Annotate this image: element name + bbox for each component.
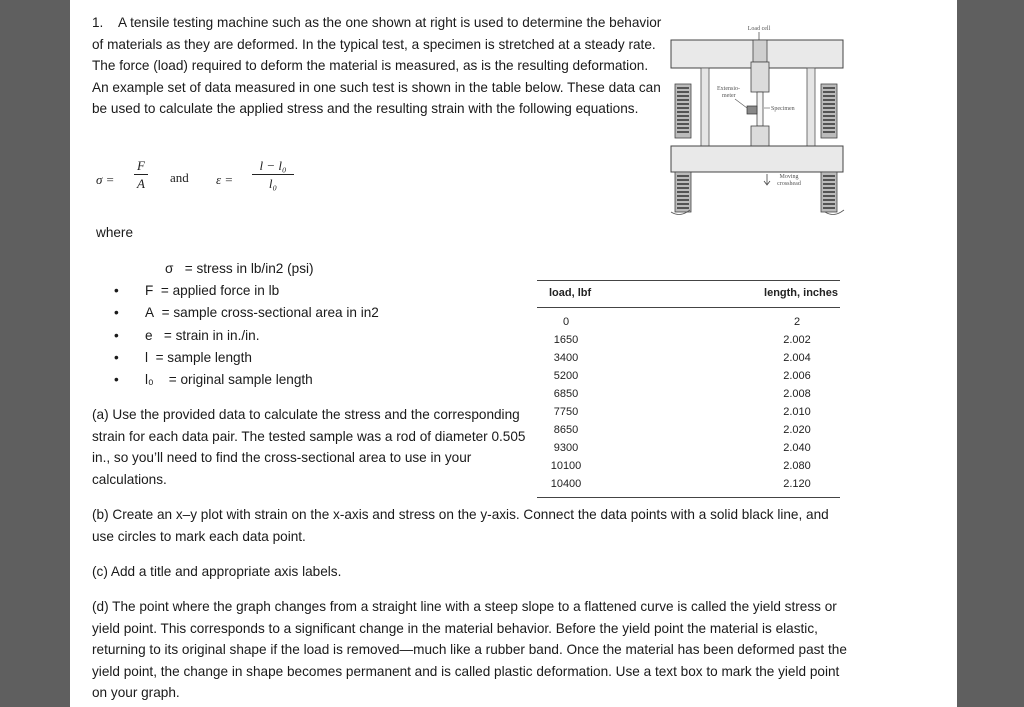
definition-item: [114, 280, 514, 302]
definition-symbol: e: [145, 327, 153, 343]
question-text: A tensile testing machine such as the one shown at right is used to determine the behavior of materials as they are deformed. In the typical test, a specimen is stretched at a steady rate. The force (load) required to deform the material is measured, as is the resulting deformation. An example set of data measured in one such test is shown in the table below. These data can be used to calculate the applied stress and the resulting strain with the following equations.: [92, 15, 662, 116]
left-column: [701, 68, 709, 146]
load-cell: 8650: [553, 424, 579, 436]
definition-body: [145, 369, 313, 391]
definition-body: [145, 347, 252, 369]
label-crosshead: crosshead: [777, 181, 801, 187]
definition-text: = strain in in./in.: [163, 327, 260, 343]
stress-fraction: [134, 158, 148, 191]
load-cell: 10100: [550, 460, 582, 472]
stress-denominator: A: [137, 176, 145, 191]
label-specimen: Specimen: [771, 106, 795, 112]
bullet: •: [114, 283, 119, 299]
definition-text: = original sample length: [168, 371, 313, 387]
question-number: 1.: [92, 15, 104, 30]
header-load: load, lbf: [549, 287, 592, 299]
load-cell: 3400: [553, 352, 579, 364]
bullet: •: [114, 371, 119, 387]
bullet: •: [114, 327, 119, 343]
length-cell: 2.006: [783, 370, 811, 382]
strain-denominator: l₀: [268, 176, 278, 191]
extensometer-clip: [747, 106, 757, 114]
definition-text: = sample length: [155, 349, 252, 365]
part-c: (c) Add a title and appropriate axis labels.: [92, 564, 342, 579]
down-arrow-icon: [764, 174, 770, 185]
definition-item: [114, 258, 514, 280]
load-cell: 0: [562, 316, 570, 328]
lower-grip: [751, 126, 769, 146]
fraction-bar: [252, 174, 294, 175]
definition-body: [145, 280, 279, 302]
table-header-rule: [537, 307, 840, 308]
table-bottom-rule: [537, 497, 840, 498]
document-page: [70, 0, 957, 707]
length-cell: 2.120: [783, 478, 811, 490]
length-cell: 2.040: [783, 442, 811, 454]
length-cell: 2.008: [783, 388, 811, 400]
part-b: (b) Create an x–y plot with strain on the x-axis and stress on the y-axis. Connect the data points with a solid black line, and use circles to mark each data point.: [92, 507, 829, 544]
label-extensometer-2: meter: [722, 93, 736, 99]
load-cell: 1650: [553, 334, 579, 346]
length-cell: 2.002: [783, 334, 811, 346]
definition-item: [114, 325, 514, 347]
load-cell: 10400: [550, 478, 582, 490]
label-extensometer-1: Extensio-: [717, 86, 740, 92]
length-cell: 2.020: [783, 424, 811, 436]
length-cell: 2: [793, 316, 801, 328]
sigma-lhs: σ =: [96, 172, 115, 187]
label-load-cell: Load cell: [747, 26, 771, 32]
extensometer-pointer: [735, 99, 747, 108]
definition-text: = sample cross-sectional area in in2: [161, 305, 379, 321]
definition-symbol: σ: [165, 261, 174, 276]
part-d: (d) The point where the graph changes from a straight line with a steep slope to a flattened curve is called the yield stress or yield point. This corresponds to a significant change in the material behavior. Before the yield point the material is elastic, returning to its original shape if the load is removed—much like a rubber band. Once the material has been deformed past the yield point, the change in shape becomes permanent and is called plastic deformation. Use a text box to mark the yield point on your graph.: [92, 599, 847, 700]
load-cell: 9300: [553, 442, 579, 454]
where-label: where: [96, 225, 134, 240]
definition-symbol: l₀: [145, 371, 154, 387]
moving-crosshead: [671, 146, 843, 172]
load-cell: 6850: [553, 388, 579, 400]
definition-symbol: F: [145, 283, 154, 299]
definition-text: = applied force in lb: [160, 283, 280, 299]
tensile-machine-diagram: [667, 18, 847, 218]
length-cell: 2.004: [783, 352, 811, 364]
specimen: [757, 92, 763, 126]
stress-numerator: F: [137, 158, 145, 173]
question-intro: [92, 12, 662, 120]
header-length: length, inches: [764, 287, 838, 299]
load-cell-block: [753, 40, 767, 62]
definitions-list: [114, 258, 514, 391]
upper-grip: [751, 62, 769, 92]
definition-text: = stress in lb/in2 (psi): [184, 261, 314, 276]
bullet: •: [114, 349, 119, 365]
right-column: [807, 68, 815, 146]
epsilon-lhs: ε =: [216, 172, 234, 187]
definition-body: [145, 325, 260, 347]
strain-numerator: l − l₀: [259, 158, 287, 173]
definition-symbol: A: [145, 305, 155, 321]
load-cell: 5200: [553, 370, 579, 382]
definition-body: [165, 258, 314, 280]
definition-body: [145, 302, 379, 324]
bullet: •: [114, 305, 119, 321]
definition-item: [114, 302, 514, 324]
fraction-bar: [134, 174, 148, 175]
definition-item: [114, 347, 514, 369]
definition-item: [114, 369, 514, 391]
length-cell: 2.080: [783, 460, 811, 472]
formulas: [92, 158, 332, 204]
and-word: and: [170, 170, 189, 185]
definition-symbol: l: [145, 349, 149, 365]
strain-fraction: [252, 158, 294, 191]
table-top-rule: [537, 280, 840, 281]
load-cell: 7750: [553, 406, 579, 418]
length-cell: 2.010: [783, 406, 811, 418]
part-a: (a) Use the provided data to calculate the stress and the corresponding strain for each data pair. The tested sample was a rod of diameter 0.505 in., so you’ll need to find the cross-sectional area to use in your calculations.: [92, 407, 526, 487]
label-moving: Moving: [779, 174, 799, 180]
